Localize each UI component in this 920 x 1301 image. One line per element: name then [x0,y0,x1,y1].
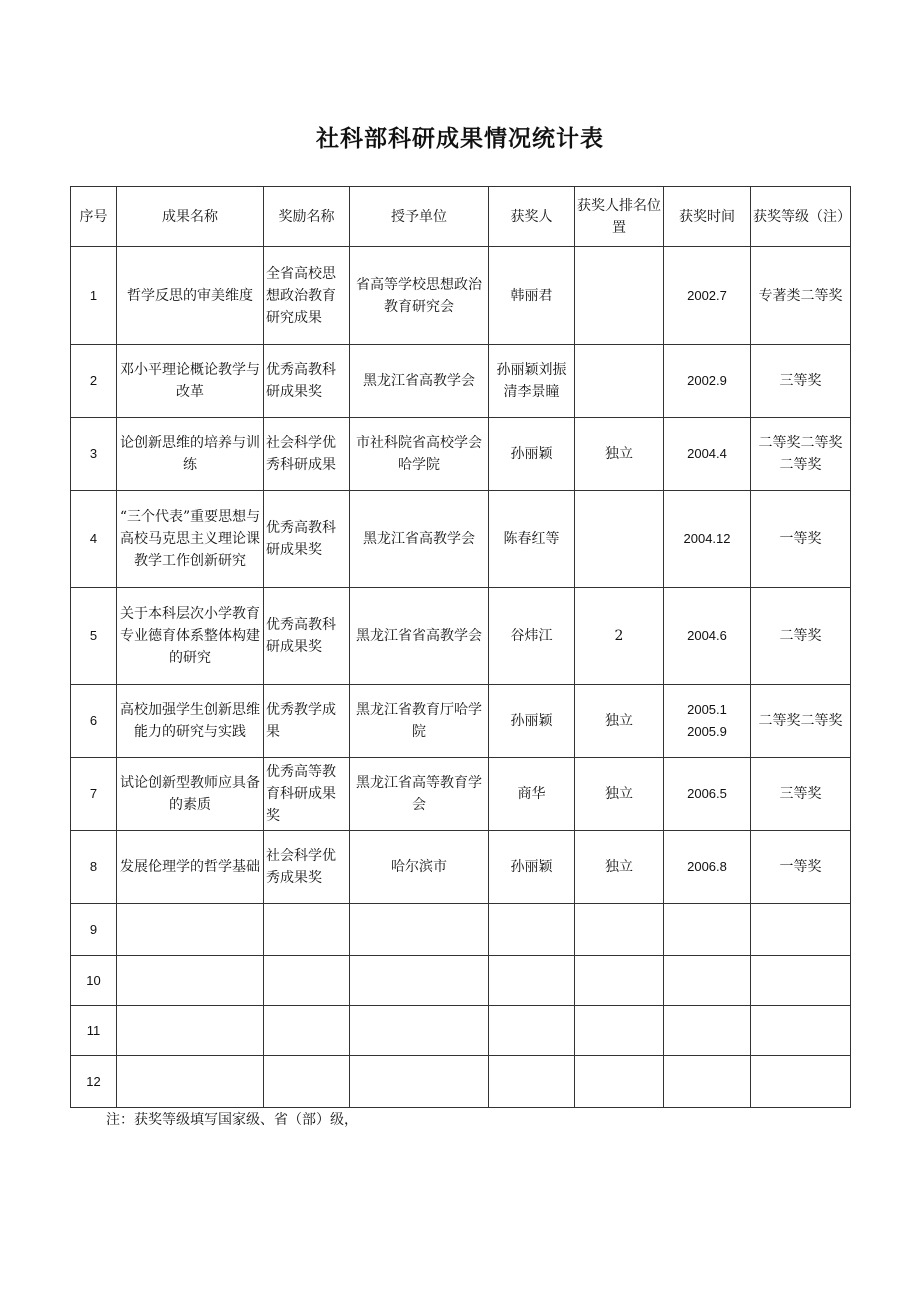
cell-winner [489,904,575,956]
cell-no: 12 [71,1056,117,1108]
cell-time: 2006.8 [664,831,751,904]
cell-no: 5 [71,588,117,685]
cell-no: 1 [71,247,117,345]
cell-time [664,904,751,956]
cell-level [751,904,851,956]
cell-name: 发展伦理学的哲学基础 [117,831,264,904]
cell-winner: 孙丽颖 [489,831,575,904]
achievement-table [70,186,851,1108]
footnote: 注：获奖等级填写国家级、省（部）级， [106,1112,358,1128]
cell-level [751,956,851,1006]
cell-time [664,1006,751,1056]
cell-name: 论创新思维的培养与训练 [117,418,264,491]
cell-time: 2006.5 [664,758,751,831]
table-row [71,418,851,491]
cell-level [751,1006,851,1056]
table-row [71,904,851,956]
cell-time: 2002.7 [664,247,751,345]
cell-no: 9 [71,904,117,956]
cell-unit [350,1056,489,1108]
cell-winner: 商华 [489,758,575,831]
cell-rank: 2 [575,588,664,685]
cell-winner: 孙丽颖 [489,418,575,491]
header-cell: 获奖等级（注） [751,187,851,247]
cell-level: 三等奖 [751,758,851,831]
cell-rank: 独立 [575,831,664,904]
cell-award: 优秀高教科研成果奖 [264,491,350,588]
table-row [71,491,851,588]
cell-level: 一等奖 [751,831,851,904]
cell-name: 高校加强学生创新思维能力的研究与实践 [117,685,264,758]
cell-winner: 韩丽君 [489,247,575,345]
cell-award: 社会科学优秀科研成果 [264,418,350,491]
cell-time: 2004.6 [664,588,751,685]
cell-name [117,1056,264,1108]
cell-rank [575,1056,664,1108]
cell-no: 6 [71,685,117,758]
cell-rank: 独立 [575,685,664,758]
cell-level: 专著类二等奖 [751,247,851,345]
cell-no: 10 [71,956,117,1006]
table-row [71,1006,851,1056]
cell-level: 二等奖 [751,588,851,685]
cell-award [264,1056,350,1108]
table-row [71,956,851,1006]
cell-rank [575,491,664,588]
cell-rank [575,1006,664,1056]
header-cell: 获奖人 [489,187,575,247]
cell-name: 关于本科层次小学教育专业德育体系整体构建的研究 [117,588,264,685]
cell-rank [575,247,664,345]
cell-award: 优秀高教科研成果奖 [264,588,350,685]
cell-name: 邓小平理论概论教学与改革 [117,345,264,418]
cell-no: 3 [71,418,117,491]
cell-no: 4 [71,491,117,588]
cell-winner: 谷炜江 [489,588,575,685]
cell-rank [575,345,664,418]
cell-name [117,904,264,956]
cell-level: 二等奖二等奖二等奖 [751,418,851,491]
cell-unit: 省高等学校思想政治教育研究会 [350,247,489,345]
cell-time: 2004.12 [664,491,751,588]
cell-award [264,956,350,1006]
cell-award: 社会科学优秀成果奖 [264,831,350,904]
cell-award [264,904,350,956]
cell-winner: 孙丽颖刘振清李景瞳 [489,345,575,418]
header-cell: 获奖时间 [664,187,751,247]
cell-no: 7 [71,758,117,831]
cell-winner: 孙丽颖 [489,685,575,758]
cell-unit: 黑龙江省高教学会 [350,345,489,418]
cell-time [664,956,751,1006]
cell-award: 优秀教学成果 [264,685,350,758]
cell-no: 2 [71,345,117,418]
cell-name: 哲学反思的审美维度 [117,247,264,345]
cell-level: 一等奖 [751,491,851,588]
cell-unit [350,904,489,956]
header-cell: 序号 [71,187,117,247]
page-title: 社科部科研成果情况统计表 [316,126,604,152]
table-row [71,758,851,831]
cell-rank: 独立 [575,758,664,831]
cell-no: 8 [71,831,117,904]
cell-unit: 市社科院省高校学会哈学院 [350,418,489,491]
header-cell: 授予单位 [350,187,489,247]
cell-unit: 黑龙江省高等教育学会 [350,758,489,831]
cell-time: 2005.1 2005.9 [664,685,751,758]
table-row [71,247,851,345]
cell-level [751,1056,851,1108]
cell-name [117,956,264,1006]
cell-unit: 黑龙江省高教学会 [350,491,489,588]
cell-award: 优秀高等教育科研成果奖 [264,758,350,831]
cell-winner [489,1056,575,1108]
cell-unit: 哈尔滨市 [350,831,489,904]
cell-winner [489,956,575,1006]
table-row [71,1056,851,1108]
header-cell: 获奖人排名位置 [575,187,664,247]
cell-time: 2002.9 [664,345,751,418]
cell-unit [350,956,489,1006]
cell-time: 2004.4 [664,418,751,491]
header-row [71,187,851,247]
cell-rank [575,956,664,1006]
cell-rank [575,904,664,956]
cell-unit [350,1006,489,1056]
cell-winner: 陈春红等 [489,491,575,588]
cell-unit: 黑龙江省教育厅哈学院 [350,685,489,758]
cell-rank: 独立 [575,418,664,491]
cell-name [117,1006,264,1056]
cell-award: 优秀高教科研成果奖 [264,345,350,418]
cell-name: “三个代表”重要思想与高校马克思主义理论课教学工作创新研究 [117,491,264,588]
cell-time [664,1056,751,1108]
header-cell: 奖励名称 [264,187,350,247]
cell-no: 11 [71,1006,117,1056]
cell-award: 全省高校思想政治教育研究成果 [264,247,350,345]
table-row [71,685,851,758]
header-cell: 成果名称 [117,187,264,247]
cell-level: 二等奖二等奖 [751,685,851,758]
cell-name: 试论创新型教师应具备的素质 [117,758,264,831]
cell-winner [489,1006,575,1056]
table-row [71,588,851,685]
cell-award [264,1006,350,1056]
table-row [71,831,851,904]
cell-level: 三等奖 [751,345,851,418]
cell-unit: 黑龙江省省高教学会 [350,588,489,685]
table-row [71,345,851,418]
